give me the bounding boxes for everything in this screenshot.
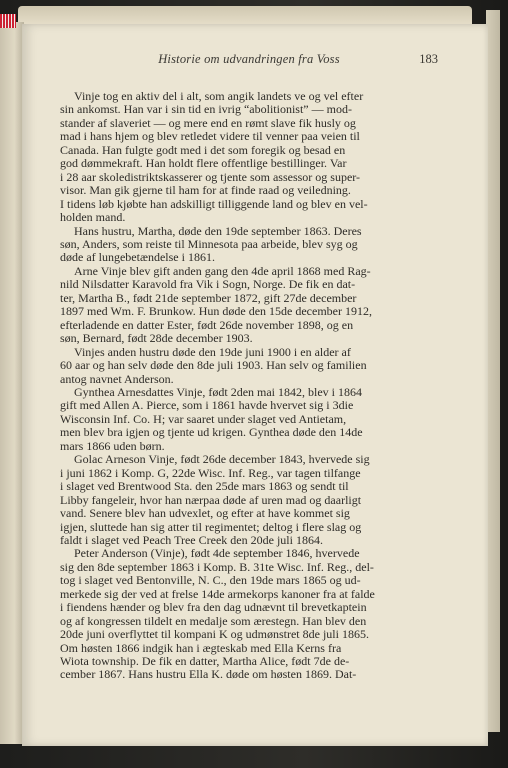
text-line: Hans hustru, Martha, døde den 19de september 1863. Deres xyxy=(74,224,362,238)
bookmark-ribbon xyxy=(0,14,16,28)
body-text xyxy=(60,90,438,682)
page-stack-right-edge xyxy=(486,10,500,732)
text-line: 60 aar og han selv døde den 8de juli 1903. Han selv og familien xyxy=(60,359,367,373)
text-line: Om høsten 1866 indgik han i ægteskab med Ella Kerns fra xyxy=(60,641,342,655)
text-line: i 28 aar skoledistriktskasserer og tjente som assessor og super- xyxy=(60,170,361,184)
page-number: 183 xyxy=(419,52,438,66)
text-line: stander af slaveriet — og mere end en rømt slave fik husly og xyxy=(60,116,356,130)
text-line: faldt i slaget ved Peach Tree Creek den 20de juli 1864. xyxy=(60,533,323,547)
text-line: Vinjes anden hustru døde den 19de juni 1900 i en alder af xyxy=(74,345,351,359)
text-line: mad i hans hjem og blev retledet videre til venner paa veien til xyxy=(60,130,360,144)
text-line: men blev bra igjen og tjente ud krigen. Gynthea døde den 14de xyxy=(60,426,363,440)
text-line: cember 1867. Hans hustru Ella K. døde om høsten 1869. Dat- xyxy=(60,668,357,682)
text-line: søn, Anders, som reiste til Minnesota paa arbeide, blev syg og xyxy=(60,237,358,251)
text-line: Canada. Han fulgte godt med i det som foregik og besad en xyxy=(60,143,346,157)
text-line: Arne Vinje blev gift anden gang den 4de april 1868 med Rag- xyxy=(74,264,371,278)
text-line: i juni 1862 i Komp. G, 22de Wisc. Inf. Reg., var tagen tilfange xyxy=(60,466,361,480)
text-line: døde af lungebetændelse i 1861. xyxy=(60,251,215,265)
page-header xyxy=(60,52,438,72)
text-line: holden mand. xyxy=(60,211,126,225)
text-line: 1897 med Wm. F. Brunkow. Hun døde den 15de december 1912, xyxy=(60,305,372,319)
text-line: nild Nilsdatter Karavold fra Vik i Sogn, Norge. De fik en dat- xyxy=(60,278,356,292)
text-line: vand. Senere blev han udvexlet, og efter at have kommet sig xyxy=(60,507,350,521)
text-line: søn, Bernard, født 28de december 1903. xyxy=(60,332,253,346)
text-line: Gynthea Arnesdattes Vinje, født 2den mai 1842, blev i 1864 xyxy=(74,385,363,399)
running-title: Historie om udvandringen fra Voss xyxy=(158,52,340,66)
text-line: 20de juni overflyttet til kompani K og udmønstret 8de juli 1865. xyxy=(60,628,369,642)
text-line: antog navnet Anderson. xyxy=(60,372,174,386)
text-line: Golac Arneson Vinje, født 26de december 1843, hvervede sig xyxy=(74,453,370,467)
text-line: gift med Allen A. Pierce, som i 1861 havde hvervet sig i 3die xyxy=(60,399,354,413)
text-line: I tidens løb kjøbte han adskilligt tilliggende land og blev en vel- xyxy=(60,197,368,211)
text-line: ter, Martha B., født 21de september 1872, gift 27de december xyxy=(60,291,357,305)
text-line: god dømmekraft. Han holdt flere offentlige bestillinger. Var xyxy=(60,157,347,171)
text-line: merkede sig der ved at frelse 14de armekorps kanoner fra at falde xyxy=(60,587,375,601)
text-line: igjen, sluttede han sig atter til regimentet; deltog i flere slag og xyxy=(60,520,362,534)
text-line: og af kongressen tildelt en medalje som ærestegn. Han blev den xyxy=(60,614,367,628)
text-line: sig den 8de september 1863 i Komp. B. 31te Wisc. Inf. Reg., del- xyxy=(60,560,374,574)
text-line: sin ankomst. Han var i sin tid en ivrig “abolitionist” — mod- xyxy=(60,103,352,117)
facing-page-edge xyxy=(0,22,24,744)
text-line: visor. Man gik gjerne til ham for at finde raad og veiledning. xyxy=(60,184,351,198)
text-line: i fiendens hænder og blev fra den dag udnævnt til brevetkaptein xyxy=(60,601,367,615)
text-line: i slaget ved Brentwood Sta. den 25de mars 1863 og sendt til xyxy=(60,480,349,494)
text-line: Libby fangeleir, hvor han nærpaa døde af uren mad og daarligt xyxy=(60,493,362,507)
text-line: mars 1866 uden børn. xyxy=(60,439,165,453)
text-line: Wisconsin Inf. Co. H; var saaret under slaget ved Antietam, xyxy=(60,412,347,426)
text-line: Wiota township. De fik en datter, Martha Alice, født 7de de- xyxy=(60,655,350,669)
page-stack-top-edge xyxy=(18,6,472,26)
text-line: Vinje tog en aktiv del i alt, som angik landets ve og vel efter xyxy=(74,90,364,103)
text-line: tog i slaget ved Bentonville, N. C., den 19de mars 1865 og ud- xyxy=(60,574,361,588)
text-line: Peter Anderson (Vinje), født 4de september 1846, hvervede xyxy=(74,547,360,561)
text-line: efterladende en datter Ester, født 26de november 1898, og en xyxy=(60,318,354,332)
